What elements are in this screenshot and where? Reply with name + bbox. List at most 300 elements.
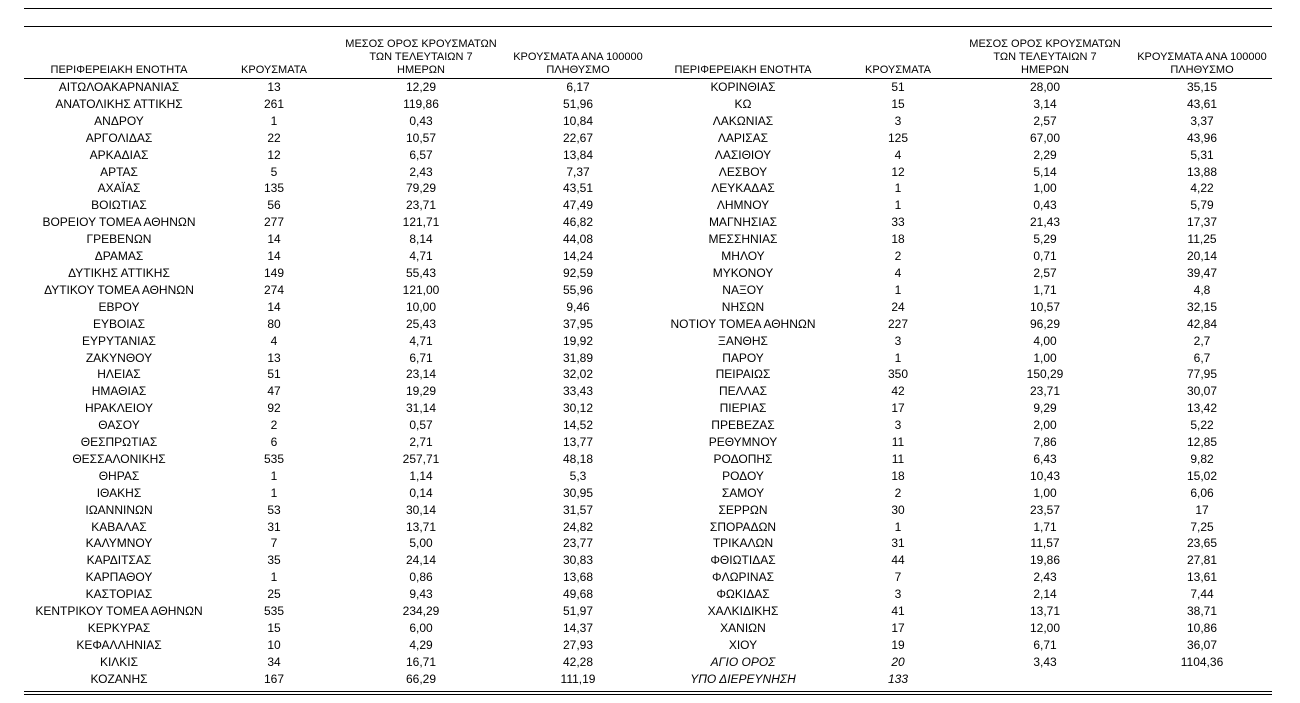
region-cell-left: ΚΑΣΤΟΡΙΑΣ <box>85 587 153 602</box>
avg7-cell-left: 23,14 <box>405 367 437 382</box>
region-cell-left: ΖΑΚΥΝΘΟΥ <box>85 350 153 365</box>
avg7-cell-right: 7,86 <box>1033 435 1057 450</box>
avg7-cell-right: 2,29 <box>1033 147 1057 162</box>
cases-cell-right: 12 <box>891 164 905 179</box>
region-cell-left: ΕΥΡΥΤΑΝΙΑΣ <box>82 333 156 348</box>
region-cell-left: ΚΑΒΑΛΑΣ <box>91 519 147 534</box>
avg7-cell-left: 121,00 <box>402 282 440 297</box>
cases-cell-left: 22 <box>267 130 281 145</box>
per100k-cell-right <box>1132 671 1272 688</box>
table-row <box>24 231 1272 248</box>
avg7-cell-left: 19,29 <box>405 384 437 399</box>
top-rule-2 <box>24 26 1272 27</box>
cases-cell-left: 7 <box>270 536 278 551</box>
top-rule-1 <box>24 8 1272 9</box>
per100k-cell-left: 10,84 <box>562 113 594 128</box>
avg7-cell-left: 13,71 <box>405 519 437 534</box>
avg7-cell-right: 1,00 <box>1033 350 1057 365</box>
region-cell-left: ΓΡΕΒΕΝΩΝ <box>86 232 152 247</box>
per100k-cell-left: 55,96 <box>562 282 594 297</box>
cases-cell-left: 34 <box>267 654 281 669</box>
cases-cell-left: 13 <box>267 350 281 365</box>
cases-cell-left: 47 <box>267 384 281 399</box>
region-cell-right: ΠΡΕΒΕΖΑΣ <box>711 418 775 433</box>
region-cell-right: ΠΕΛΛΑΣ <box>718 384 768 399</box>
per100k-cell-right: 11,25 <box>1187 232 1217 247</box>
table-row <box>24 434 1272 451</box>
per100k-cell-left: 32,02 <box>562 367 594 382</box>
region-cell-left: ΔΥΤΙΚΗΣ ΑΤΤΙΚΗΣ <box>68 265 170 280</box>
cases-cell-right: 4 <box>894 265 902 280</box>
cases-cell-left: 535 <box>263 604 285 619</box>
region-cell-right: ΑΓΙΟ ΟΡΟΣ <box>710 654 776 669</box>
cases-cell-right: 31 <box>891 536 905 551</box>
per100k-cell-left: 37,95 <box>562 316 594 331</box>
avg7-cell-right: 10,43 <box>1029 468 1061 483</box>
table-row <box>24 586 1272 603</box>
avg7-cell-right: 21,43 <box>1029 215 1061 230</box>
region-cell-right: ΥΠΟ ΔΙΕΡΕΥΝΗΣΗ <box>690 671 796 686</box>
cases-cell-right: 19 <box>891 637 905 652</box>
region-cell-left: ΘΑΣΟΥ <box>98 418 140 433</box>
region-cell-right: ΜΥΚΟΝΟΥ <box>712 265 774 280</box>
table-row <box>24 519 1272 536</box>
region-cell-right: ΛΑΣΙΘΙΟΥ <box>714 147 772 162</box>
avg7-cell-right: 3,14 <box>1033 96 1057 111</box>
avg7-cell-right: 2,14 <box>1033 587 1057 602</box>
region-cell-right: ΛΕΥΚΑΔΑΣ <box>711 181 775 196</box>
region-cell-left: ΑΡΤΑΣ <box>100 164 138 179</box>
cases-cell-right: 3 <box>894 113 902 128</box>
avg7-cell-left: 1,14 <box>409 468 433 483</box>
avg7-cell-right: 2,43 <box>1033 570 1057 585</box>
region-cell-right: ΣΠΟΡΑΔΩΝ <box>709 519 777 534</box>
cases-cell-right: 41 <box>891 604 905 619</box>
cases-cell-right: 1 <box>894 181 902 196</box>
per100k-cell-left: 27,93 <box>562 637 594 652</box>
per100k-cell-left: 30,83 <box>562 553 594 568</box>
table-row <box>24 248 1272 265</box>
region-cell-right: ΝΗΣΩΝ <box>721 299 765 314</box>
per100k-cell-left: 19,92 <box>562 333 594 348</box>
per100k-cell-right: 23,65 <box>1186 536 1218 551</box>
cases-cell-right: 24 <box>891 299 905 314</box>
avg7-cell-right: 1,71 <box>1033 519 1057 534</box>
avg7-cell-left: 2,43 <box>409 164 433 179</box>
table-body <box>24 79 1272 688</box>
cases-cell-left: 56 <box>267 198 281 213</box>
region-cell-right: ΡΟΔΟΠΗΣ <box>713 451 773 466</box>
avg7-cell-left: 66,29 <box>405 671 437 686</box>
region-cell-left: ΚΙΛΚΙΣ <box>99 654 139 669</box>
cases-cell-right: 44 <box>891 553 905 568</box>
cases-cell-right: 11 <box>891 451 905 466</box>
per100k-cell-left: 13,77 <box>562 435 594 450</box>
cases-cell-left: 35 <box>267 553 281 568</box>
region-cell-right: ΝΑΞΟΥ <box>722 282 764 297</box>
per100k-cell-right: 4,8 <box>1193 282 1211 297</box>
avg7-cell-left: 4,71 <box>409 333 433 348</box>
table-row <box>24 350 1272 367</box>
table-row <box>24 485 1272 502</box>
cases-cell-left: 13 <box>267 80 281 94</box>
table-row <box>24 333 1272 350</box>
region-cell-left: ΑΡΓΟΛΙΔΑΣ <box>85 130 153 145</box>
header-region-left: ΠΕΡΙΦΕΡΕΙΑΚΗ ΕΝΟΤΗΤΑ <box>50 64 188 76</box>
cases-cell-left: 14 <box>267 232 281 247</box>
cases-cell-right: 125 <box>887 130 909 145</box>
per100k-cell-left: 9,46 <box>566 299 590 314</box>
header-cases-left: ΚΡΟΥΣΜΑΤΑ <box>241 64 307 76</box>
header-avg7-right: ΜΕΣΟΣ ΟΡΟΣ ΚΡΟΥΣΜΑΤΩΝ ΤΩΝ ΤΕΛΕΥΤΑΙΩΝ 7 ΗΜΕΡΩΝ <box>969 38 1121 76</box>
per100k-cell-right: 1104,36 <box>1180 654 1224 669</box>
table-row <box>24 214 1272 231</box>
region-cell-left: ΚΑΛΥΜΝΟΥ <box>85 536 153 551</box>
avg7-cell-right: 150,29 <box>1026 367 1064 382</box>
region-cell-left: ΚΕΦΑΛΛΗΝΙΑΣ <box>76 637 162 652</box>
avg7-cell-left: 119,86 <box>403 96 439 111</box>
per100k-cell-right: 32,15 <box>1186 299 1218 314</box>
region-cell-right: ΡΟΔΟΥ <box>722 468 764 483</box>
cases-cell-right: 1 <box>894 519 902 534</box>
region-cell-left: ΚΟΖΑΝΗΣ <box>90 671 148 686</box>
cases-cell-right: 33 <box>891 215 905 230</box>
per100k-cell-left: 43,51 <box>562 181 594 196</box>
per100k-cell-right: 5,22 <box>1190 418 1214 433</box>
cases-cell-right: 227 <box>887 316 909 331</box>
avg7-cell-right: 5,29 <box>1033 232 1057 247</box>
cases-cell-right: 350 <box>887 367 909 382</box>
region-cell-right: ΠΑΡΟΥ <box>722 350 764 365</box>
table-row <box>24 569 1272 586</box>
header-cases-right: ΚΡΟΥΣΜΑΤΑ <box>865 64 931 76</box>
header-per100k-right: ΚΡΟΥΣΜΑΤΑ ΑΝΑ 100000 ΠΛΗΘΥΣΜΟ <box>1137 51 1267 76</box>
avg7-cell-right: 19,86 <box>1029 553 1061 568</box>
per100k-cell-right: 35,15 <box>1186 80 1218 94</box>
table-row <box>24 637 1272 654</box>
cases-cell-right: 15 <box>891 96 905 111</box>
cases-cell-right: 7 <box>894 570 902 585</box>
region-cell-right: ΦΩΚΙΔΑΣ <box>716 587 770 602</box>
avg7-cell-left: 6,00 <box>409 621 433 635</box>
region-cell-left: ΗΡΑΚΛΕΙΟΥ <box>84 401 154 416</box>
region-cell-right: ΞΑΝΘΗΣ <box>718 333 768 348</box>
per100k-cell-left: 30,12 <box>562 401 594 416</box>
cases-cell-right: 18 <box>891 468 905 483</box>
region-cell-left: ΒΟΙΩΤΙΑΣ <box>91 198 147 213</box>
table-row <box>24 417 1272 434</box>
region-cell-right: ΧΙΟΥ <box>728 637 758 652</box>
per100k-cell-right: 5,79 <box>1190 198 1214 213</box>
region-cell-left: ΚΕΝΤΡΙΚΟΥ ΤΟΜΕΑ ΑΘΗΝΩΝ <box>35 604 203 619</box>
region-cell-left: ΒΟΡΕΙΟΥ ΤΟΜΕΑ ΑΘΗΝΩΝ <box>42 215 196 230</box>
region-cell-right: ΧΑΛΚΙΔΙΚΗΣ <box>707 604 779 619</box>
table-row <box>24 383 1272 400</box>
cases-cell-right: 133 <box>887 671 909 686</box>
avg7-cell-right: 13,71 <box>1029 604 1061 619</box>
region-cell-left: ΑΡΚΑΔΙΑΣ <box>89 147 149 162</box>
region-cell-right: ΛΗΜΝΟΥ <box>716 198 770 213</box>
per100k-cell-right: 13,61 <box>1186 570 1218 585</box>
cases-cell-left: 10 <box>267 637 281 652</box>
avg7-cell-left: 2,71 <box>409 435 433 450</box>
cases-cell-left: 2 <box>270 418 278 433</box>
per100k-cell-right: 43,61 <box>1186 96 1218 111</box>
per100k-cell-right: 13,42 <box>1186 401 1218 416</box>
per100k-cell-right: 27,81 <box>1186 553 1218 568</box>
region-cell-left: ΚΑΡΔΙΤΣΑΣ <box>86 553 152 568</box>
avg7-cell-left: 0,57 <box>409 418 433 433</box>
cases-cell-left: 14 <box>267 299 281 314</box>
region-cell-left: ΑΙΤΩΛΟΑΚΑΡΝΑΝΙΑΣ <box>58 80 180 94</box>
cases-cell-right: 17 <box>891 621 905 635</box>
per100k-cell-right: 17,37 <box>1186 215 1218 230</box>
region-cell-left: ΔΡΑΜΑΣ <box>94 249 144 264</box>
avg7-cell-right: 6,43 <box>1033 451 1057 466</box>
table-row <box>24 316 1272 333</box>
table-row <box>24 147 1272 164</box>
cases-cell-left: 1 <box>270 113 278 128</box>
region-cell-left: ΕΥΒΟΙΑΣ <box>92 316 146 331</box>
region-cell-right: ΣΕΡΡΩΝ <box>718 502 768 517</box>
avg7-cell-left: 6,57 <box>409 147 433 162</box>
cases-cell-left: 5 <box>270 164 278 179</box>
per100k-cell-right: 4,22 <box>1190 181 1214 196</box>
avg7-cell-right: 23,71 <box>1029 384 1061 399</box>
cases-cell-right: 3 <box>894 587 902 602</box>
avg7-cell-right: 28,00 <box>1029 80 1061 94</box>
per100k-cell-right: 30,07 <box>1186 384 1218 399</box>
region-cell-right: ΜΕΣΣΗΝΙΑΣ <box>708 232 778 247</box>
per100k-cell-right: 12,85 <box>1186 435 1218 450</box>
cases-cell-right: 1 <box>894 350 902 365</box>
region-cell-left: ΙΩΑΝΝΙΝΩΝ <box>85 502 153 517</box>
avg7-cell-right: 4,00 <box>1033 333 1057 348</box>
cases-cell-left: 12 <box>267 147 281 162</box>
per100k-cell-left: 13,68 <box>562 570 594 585</box>
avg7-cell-left: 8,14 <box>409 232 433 247</box>
cases-cell-right: 18 <box>891 232 905 247</box>
per100k-cell-right: 39,47 <box>1186 265 1218 280</box>
per100k-cell-right: 5,31 <box>1190 147 1214 162</box>
per100k-cell-right: 38,71 <box>1186 604 1218 619</box>
region-cell-right: ΛΕΣΒΟΥ <box>718 164 768 179</box>
region-cell-right: ΦΛΩΡΙΝΑΣ <box>712 570 774 585</box>
cases-cell-right: 1 <box>894 282 902 297</box>
table-row <box>24 451 1272 468</box>
per100k-cell-right: 6,06 <box>1190 485 1214 500</box>
avg7-cell-right: 5,14 <box>1033 164 1057 179</box>
per100k-cell-left: 13,84 <box>562 147 594 162</box>
region-cell-left: ΚΕΡΚΥΡΑΣ <box>87 621 151 635</box>
table-row <box>24 468 1272 485</box>
cases-cell-left: 135 <box>263 181 285 196</box>
header-avg7-left: ΜΕΣΟΣ ΟΡΟΣ ΚΡΟΥΣΜΑΤΩΝ ΤΩΝ ΤΕΛΕΥΤΑΙΩΝ 7 ΗΜΕΡΩΝ <box>345 38 497 76</box>
per100k-cell-right: 9,82 <box>1190 451 1214 466</box>
avg7-cell-right: 1,00 <box>1033 181 1057 196</box>
region-cell-right: ΦΘΙΩΤΙΔΑΣ <box>710 553 776 568</box>
per100k-cell-left: 14,52 <box>562 418 594 433</box>
per100k-cell-left: 51,97 <box>562 604 594 619</box>
per100k-cell-right: 77,95 <box>1186 367 1218 382</box>
region-cell-left: ΕΒΡΟΥ <box>98 299 140 314</box>
region-cell-left: ΑΝΑΤΟΛΙΚΗΣ ΑΤΤΙΚΗΣ <box>55 96 183 111</box>
per100k-cell-left: 48,18 <box>562 451 594 466</box>
avg7-cell-right: 67,00 <box>1029 130 1061 145</box>
avg7-cell-left: 234,29 <box>402 604 440 619</box>
avg7-cell-right: 0,71 <box>1033 249 1057 264</box>
region-cell-right: ΚΩ <box>734 96 752 111</box>
cases-cell-left: 15 <box>267 621 281 635</box>
per100k-cell-right: 7,44 <box>1190 587 1214 602</box>
per100k-cell-left: 7,37 <box>566 164 590 179</box>
region-cell-right: ΣΑΜΟΥ <box>721 485 765 500</box>
cases-cell-left: 92 <box>267 401 281 416</box>
table-row <box>24 654 1272 671</box>
avg7-cell-left: 25,43 <box>405 316 437 331</box>
per100k-cell-left: 14,24 <box>562 249 594 264</box>
per100k-cell-left: 46,82 <box>562 215 594 230</box>
table-row <box>24 400 1272 417</box>
region-cell-right: ΛΑΚΩΝΙΑΣ <box>712 113 774 128</box>
cases-table <box>24 38 1272 688</box>
per100k-cell-right: 2,7 <box>1193 333 1211 348</box>
per100k-cell-right: 10,86 <box>1186 621 1218 635</box>
region-cell-left: ΚΑΡΠΑΘΟΥ <box>85 570 153 585</box>
cases-cell-left: 274 <box>263 282 285 297</box>
avg7-cell-left: 10,57 <box>405 130 437 145</box>
cases-cell-right: 3 <box>894 333 902 348</box>
cases-cell-left: 6 <box>270 435 278 450</box>
cases-cell-right: 11 <box>891 435 905 450</box>
table-row <box>24 502 1272 519</box>
avg7-cell-left: 24,14 <box>405 553 437 568</box>
avg7-cell-left: 30,14 <box>405 502 437 517</box>
cases-cell-left: 261 <box>263 96 285 111</box>
table-row <box>24 552 1272 569</box>
cases-cell-left: 535 <box>263 451 285 466</box>
table-row <box>24 180 1272 197</box>
cases-cell-right: 3 <box>894 418 902 433</box>
per100k-cell-right: 13,88 <box>1186 164 1218 179</box>
avg7-cell-right: 0,43 <box>1033 198 1057 213</box>
cases-cell-right: 17 <box>891 401 905 416</box>
cases-cell-left: 167 <box>263 671 285 686</box>
region-cell-right: ΤΡΙΚΑΛΩΝ <box>712 536 774 551</box>
region-cell-left: ΗΜΑΘΙΑΣ <box>91 384 147 399</box>
table-row <box>24 130 1272 147</box>
per100k-cell-left: 31,57 <box>562 502 594 517</box>
per100k-cell-left: 30,95 <box>562 485 594 500</box>
cases-cell-left: 1 <box>270 570 278 585</box>
per100k-cell-right: 43,96 <box>1186 130 1218 145</box>
avg7-cell-right: 2,57 <box>1033 113 1057 128</box>
table-row <box>24 265 1272 282</box>
avg7-cell-right: 1,71 <box>1033 282 1057 297</box>
avg7-cell-left: 79,29 <box>405 181 437 196</box>
avg7-cell-left: 31,14 <box>405 401 437 416</box>
avg7-cell-left: 5,00 <box>409 536 433 551</box>
avg7-cell-left: 12,29 <box>405 80 437 94</box>
region-cell-right: ΡΕΘΥΜΝΟΥ <box>708 435 778 450</box>
region-cell-left: ΑΝΔΡΟΥ <box>94 113 144 128</box>
per100k-cell-right: 6,7 <box>1193 350 1211 365</box>
region-cell-left: ΙΘΑΚΗΣ <box>96 485 142 500</box>
cases-cell-left: 4 <box>270 333 278 348</box>
per100k-cell-left: 51,96 <box>562 96 594 111</box>
per100k-cell-right: 20,14 <box>1186 249 1218 264</box>
avg7-cell-right: 9,29 <box>1033 401 1057 416</box>
per100k-cell-left: 33,43 <box>562 384 594 399</box>
header-region-right: ΠΕΡΙΦΕΡΕΙΑΚΗ ΕΝΟΤΗΤΑ <box>674 64 812 76</box>
region-cell-right: ΧΑΝΙΩΝ <box>720 621 766 635</box>
region-cell-right: ΠΕΙΡΑΙΩΣ <box>715 367 771 382</box>
cases-cell-right: 4 <box>894 147 902 162</box>
region-cell-left: ΑΧΑΪΑΣ <box>97 181 141 196</box>
region-cell-right: ΝΟΤΙΟΥ ΤΟΜΕΑ ΑΘΗΝΩΝ <box>670 316 816 331</box>
per100k-cell-left: 23,77 <box>562 536 594 551</box>
per100k-cell-left: 5,3 <box>569 468 587 483</box>
bottom-rule-2 <box>24 694 1272 695</box>
region-cell-left: ΗΛΕΙΑΣ <box>97 367 141 382</box>
avg7-cell-left: 0,86 <box>409 570 433 585</box>
cases-cell-left: 149 <box>263 265 285 280</box>
avg7-cell-right: 12,00 <box>1029 621 1061 635</box>
avg7-cell-left: 16,71 <box>405 654 437 669</box>
cases-cell-right: 1 <box>894 198 902 213</box>
avg7-cell-right: 1,00 <box>1033 485 1057 500</box>
per100k-cell-left: 111,19 <box>560 671 596 686</box>
per100k-cell-left: 22,67 <box>562 130 594 145</box>
region-cell-right: ΚΟΡΙΝΘΙΑΣ <box>710 80 776 94</box>
avg7-cell-left: 10,00 <box>405 299 437 314</box>
per100k-cell-left: 14,37 <box>562 621 594 635</box>
avg7-cell-left: 4,29 <box>409 637 433 652</box>
avg7-cell-right: 2,57 <box>1033 265 1057 280</box>
region-cell-right: ΛΑΡΙΣΑΣ <box>717 130 769 145</box>
per100k-cell-right: 7,25 <box>1190 519 1214 534</box>
per100k-cell-left: 24,82 <box>562 519 594 534</box>
per100k-cell-right: 42,84 <box>1186 316 1218 331</box>
table-row <box>24 366 1272 383</box>
cases-cell-left: 53 <box>267 502 281 517</box>
avg7-cell-left: 0,14 <box>409 485 433 500</box>
region-cell-right: ΜΑΓΝΗΣΙΑΣ <box>708 215 778 230</box>
avg7-cell-right <box>958 671 1132 688</box>
avg7-cell-left: 0,43 <box>409 113 433 128</box>
header-per100k-left: ΚΡΟΥΣΜΑΤΑ ΑΝΑ 100000 ΠΛΗΘΥΣΜΟ <box>513 51 643 76</box>
avg7-cell-right: 2,00 <box>1033 418 1057 433</box>
region-cell-right: ΜΗΛΟΥ <box>721 249 765 264</box>
header-row <box>24 38 1272 79</box>
per100k-cell-right: 15,02 <box>1186 468 1218 483</box>
region-cell-left: ΘΕΣΣΑΛΟΝΙΚΗΣ <box>72 451 166 466</box>
cases-cell-right: 42 <box>891 384 905 399</box>
cases-cell-left: 1 <box>270 468 278 483</box>
cases-cell-left: 277 <box>263 215 285 230</box>
avg7-cell-right: 11,57 <box>1030 536 1060 551</box>
cases-cell-left: 14 <box>267 249 281 264</box>
cases-cell-left: 51 <box>267 367 281 382</box>
cases-cell-right: 20 <box>891 654 905 669</box>
region-cell-right: ΠΙΕΡΙΑΣ <box>719 401 767 416</box>
avg7-cell-left: 23,71 <box>405 198 437 213</box>
avg7-cell-right: 10,57 <box>1029 299 1061 314</box>
per100k-cell-left: 44,08 <box>562 232 594 247</box>
region-cell-left: ΘΕΣΠΡΩΤΙΑΣ <box>80 435 158 450</box>
cases-cell-left: 1 <box>270 485 278 500</box>
per100k-cell-left: 31,89 <box>562 350 594 365</box>
